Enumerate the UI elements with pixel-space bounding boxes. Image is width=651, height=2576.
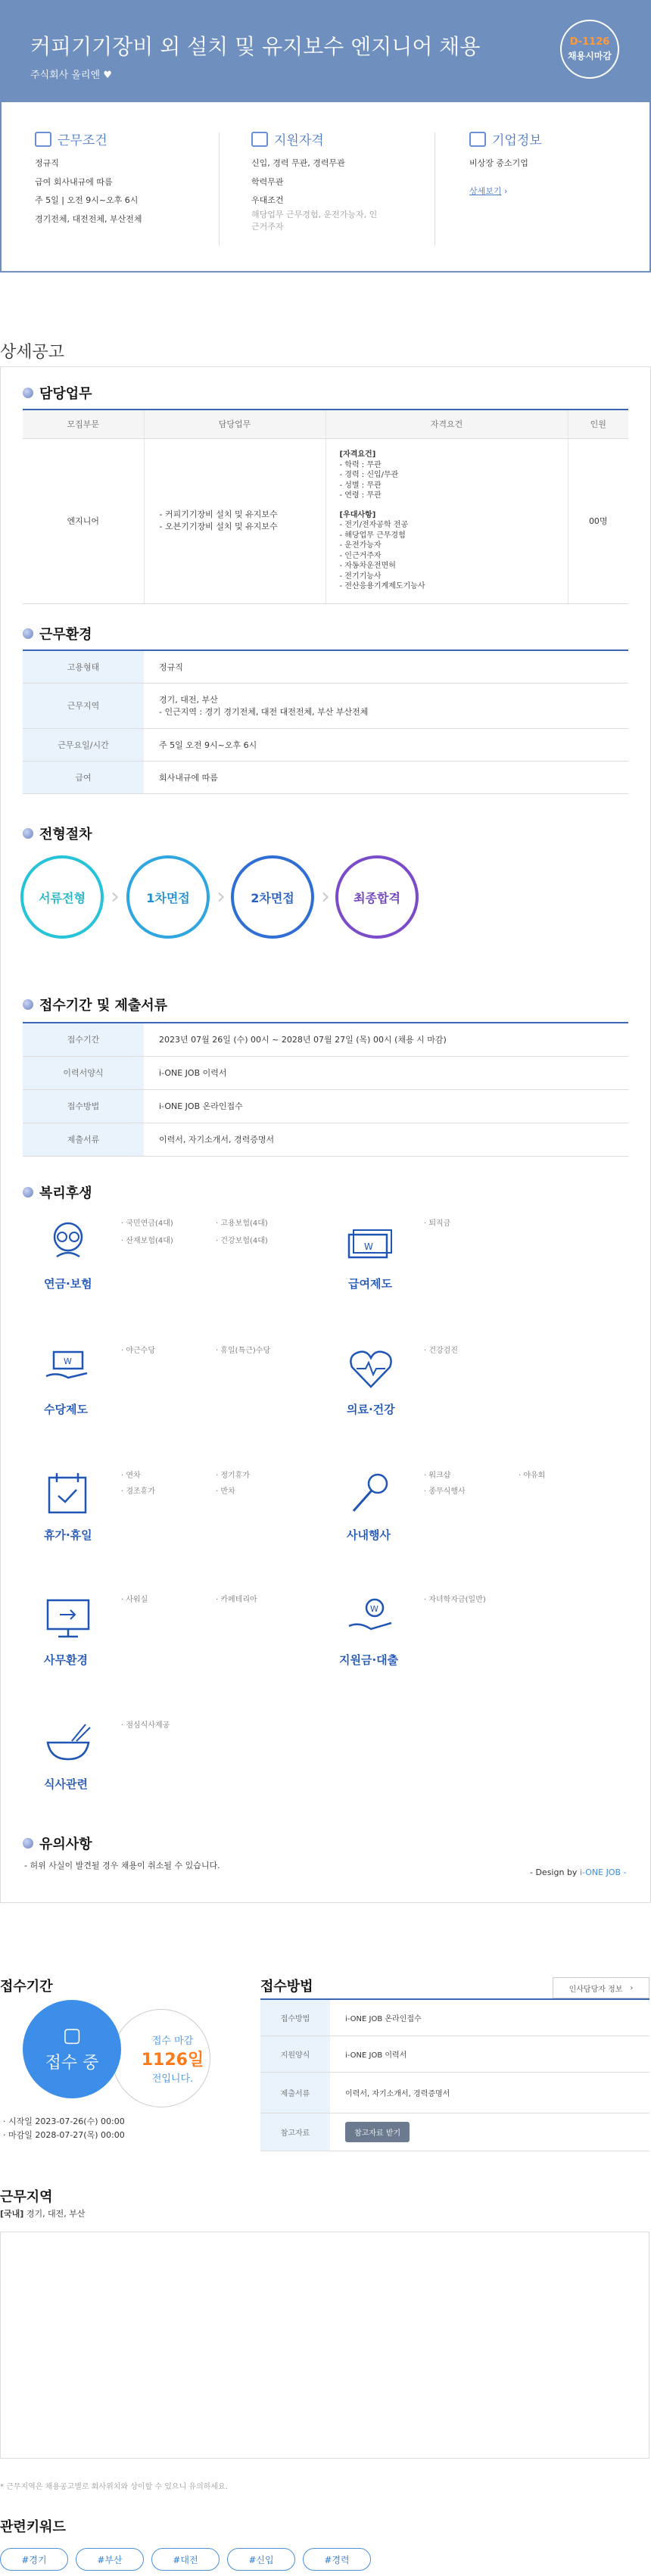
region-note: * 근무지역은 채용공고별로 회사위치와 상이할 수 있으니 유의하세요.	[0, 2483, 228, 2491]
row-label: 지원양식	[260, 2036, 330, 2072]
row-value: 회사내규에 따름	[144, 761, 628, 793]
money-icon	[344, 1223, 397, 1268]
company-info-column	[469, 129, 651, 204]
microphone-icon	[344, 1472, 397, 1517]
document-icon	[35, 132, 51, 147]
preference-text: 해당업무 근무경험, 운전가능자, 인근거주자	[251, 209, 378, 232]
table-header: 자격요건	[326, 410, 568, 438]
table-row	[260, 1999, 649, 2036]
welfare-name: 휴가·휴일	[44, 1528, 92, 1542]
req-item: - 경력 : 신입/무관	[339, 471, 399, 480]
hand-money-icon	[42, 1346, 95, 1391]
status-circle	[23, 2000, 121, 2098]
notice-text: - 허위 사실이 발견될 경우 채용이 취소될 수 있습니다.	[24, 1861, 220, 1870]
heart-icon	[344, 1346, 397, 1391]
row-label: 이력서양식	[23, 1056, 144, 1089]
apply-table	[23, 1022, 628, 1157]
company-detail-link[interactable]: 상세보기	[469, 185, 502, 196]
employment-type: 정규직	[35, 158, 59, 168]
welfare-tag: · 카페테리아	[216, 1596, 257, 1604]
row-label: 참고자료	[260, 2113, 330, 2151]
work-hours: 주 5일 | 오전 9시~오후 6시	[35, 195, 139, 205]
remain-label: 접수 마감	[151, 2035, 194, 2047]
remain-suffix: 전입니다.	[151, 2073, 194, 2085]
chevron-right-icon: ›	[216, 883, 226, 910]
preference-title: 우대조건	[251, 195, 284, 205]
bullet-icon	[23, 1187, 33, 1198]
row-label: 근무지역	[23, 683, 144, 728]
welfare-tag: · 산재보험(4대)	[121, 1237, 173, 1245]
dday-badge	[560, 20, 619, 79]
pref-item: - 자동차운전면허	[339, 562, 396, 571]
department-cell: 엔지니어	[23, 438, 144, 603]
chevron-right-icon: ›	[111, 883, 120, 910]
bullet-icon	[23, 628, 33, 639]
welfare-tag: · 연차	[121, 1472, 141, 1480]
duty-table	[23, 409, 628, 604]
apply-heading: 접수기간 및 제출서류	[23, 995, 167, 1014]
row-value: i-ONE JOB 이력서	[330, 2036, 649, 2072]
pref-item: - 운전가능자	[339, 541, 382, 550]
notice-heading: 유의사항	[23, 1833, 92, 1853]
row-value	[144, 683, 628, 728]
table-row	[260, 2072, 649, 2113]
method-table	[260, 1998, 649, 2151]
company-info-title: 기업정보	[492, 133, 542, 148]
row-label: 접수방법	[260, 1999, 330, 2036]
row-value: i-ONE JOB 온라인접수	[144, 1089, 628, 1123]
row-label: 제출서류	[260, 2072, 330, 2113]
process-heading: 전형절차	[23, 824, 92, 843]
deadline-label: 채용시마감	[568, 51, 612, 61]
pref-item: - 전기/전자공학 전공	[339, 521, 409, 530]
req-title: [자격요건]	[339, 450, 376, 459]
qualification-title: 지원자격	[274, 133, 324, 148]
pref-item: - 인근거주자	[339, 551, 382, 560]
contact-info-button[interactable]: 인사담당자 정보 ›	[553, 1977, 649, 1998]
welfare-tag: · 반차	[216, 1487, 235, 1496]
table-row	[23, 1056, 628, 1089]
row-value: i-ONE JOB 온라인접수	[330, 1999, 649, 2036]
table-row	[23, 650, 628, 683]
environment-table	[23, 649, 628, 794]
row-value	[330, 2113, 649, 2151]
welfare-tag: · 자녀학자금(일반)	[424, 1596, 486, 1604]
svg-text:W: W	[370, 1604, 378, 1614]
region-list: 경기, 대전, 부산	[159, 695, 218, 705]
welfare-name: 수당제도	[44, 1403, 88, 1416]
keyword-chip[interactable]: #경기	[0, 2548, 68, 2571]
monitor-icon	[42, 1596, 95, 1641]
job-summary	[0, 102, 651, 273]
table-header: 담당업무	[144, 410, 326, 438]
table-row	[23, 1089, 628, 1123]
table-row	[23, 683, 628, 728]
start-date: · 시작일 2023-07-26(수) 00:00	[3, 2117, 125, 2126]
welfare-heading: 복리후생	[23, 1182, 92, 1202]
qualification-column	[251, 129, 441, 234]
welfare-tag: · 야유회	[519, 1472, 546, 1480]
company-name[interactable]: 주식회사 올리엔 ♥	[30, 70, 112, 81]
chevron-right-icon: ›	[504, 185, 508, 196]
welfare-tag: · 휴일(특근)수당	[216, 1347, 271, 1355]
welfare-tag: · 워크샵	[424, 1472, 451, 1480]
process-step: 서류전형	[20, 855, 104, 939]
pref-item: - 전기기능사	[339, 572, 382, 581]
company-size: 비상장 중소기업	[469, 158, 528, 168]
row-label: 급여	[23, 761, 144, 793]
id-card-icon	[251, 132, 268, 147]
table-row	[260, 2036, 649, 2072]
welfare-tag: · 국민연금(4대)	[121, 1219, 173, 1228]
row-value: 이력서, 자기소개서, 경력증명서	[144, 1123, 628, 1156]
req-item: - 학력 : 무관	[339, 460, 382, 469]
welfare-name: 식사관련	[44, 1777, 88, 1791]
method-title: 접수방법	[260, 1979, 313, 1995]
welfare-name: 지원금·대출	[339, 1653, 399, 1667]
bullet-icon	[23, 1838, 33, 1849]
table-row	[23, 1023, 628, 1056]
row-value: 정규직	[144, 650, 628, 683]
welfare-tag: · 사워실	[121, 1596, 148, 1604]
svg-text:W: W	[64, 1357, 72, 1366]
req-item: - 성별 : 무관	[339, 481, 382, 490]
row-label: 고용형태	[23, 650, 144, 683]
bullet-icon	[23, 999, 33, 1010]
chevron-right-icon: ›	[321, 883, 330, 910]
map-area[interactable]	[0, 2232, 649, 2459]
keyword-chip[interactable]: #신입	[227, 2548, 295, 2571]
row-value: 2023년 07월 26일 (수) 00시 ~ 2028년 07월 27일 (목) 00시 (채용 시 마감)	[144, 1023, 628, 1056]
divider	[219, 132, 220, 246]
book-icon: ▢	[62, 2023, 82, 2047]
work-condition-column	[35, 129, 224, 232]
education-requirement: 학력무관	[251, 176, 284, 187]
table-row	[23, 438, 628, 603]
region-text: [국내] 경기, 대전, 부산	[0, 2209, 86, 2219]
table-row	[260, 2113, 649, 2151]
dday-count: D-1126	[569, 36, 610, 48]
calendar-icon	[42, 1472, 95, 1517]
task-item: - 커피기기장비 설치 및 유지보수	[159, 509, 278, 519]
period-title: 접수기간	[0, 1979, 53, 1995]
row-value: 주 5일 오전 9시~오후 6시	[144, 728, 628, 761]
pref-title: [우대사항]	[339, 510, 376, 519]
welfare-name: 사내행사	[347, 1528, 391, 1542]
welfare-tag: · 퇴직금	[424, 1219, 451, 1228]
work-location: 경기전체, 대전전체, 부산전체	[35, 213, 142, 224]
bowl-icon	[42, 1720, 95, 1765]
salary: 급여 회사내규에 따름	[35, 176, 113, 187]
row-value: i-ONE JOB 이력서	[144, 1056, 628, 1089]
job-title: 커피기기장비 외 설치 및 유지보수 엔지니어 채용	[30, 34, 481, 59]
table-row	[23, 728, 628, 761]
welfare-name: 연금·보험	[44, 1277, 92, 1291]
table-row	[23, 761, 628, 793]
process-step: 최종합격	[335, 855, 419, 939]
glasses-person-icon	[42, 1219, 95, 1264]
career-requirement: 신입, 경력 무관, 경력무관	[251, 158, 345, 168]
row-value: 이력서, 자기소개서, 경력증명서	[330, 2072, 649, 2113]
welfare-tag: · 건강검진	[424, 1347, 458, 1355]
status-text: 접수 중	[45, 2053, 99, 2073]
process-step: 2차면접	[231, 855, 314, 939]
download-attachment-button[interactable]: 참고자료 받기	[345, 2122, 410, 2142]
detail-section-title: 상세공고	[0, 343, 65, 362]
remain-days: 1126일	[141, 2050, 204, 2070]
region-detail: - 인근지역 : 경기 경기전체, 대전 대전전체, 부산 부산전체	[159, 707, 369, 717]
keyword-chip[interactable]: #경력	[303, 2548, 371, 2571]
bullet-icon	[23, 828, 33, 839]
welfare-tag: · 야근수당	[121, 1347, 155, 1355]
environment-heading: 근무환경	[23, 624, 92, 643]
table-header: 인원	[568, 410, 628, 438]
building-icon	[469, 132, 486, 147]
task-item: - 오븐기기장비 설치 및 유지보수	[159, 522, 278, 531]
headcount-cell: 00명	[568, 438, 628, 603]
welfare-name: 사무환경	[44, 1653, 88, 1667]
heart-icon[interactable]: ♥	[103, 70, 112, 81]
welfare-tag: · 종무식행사	[424, 1487, 466, 1496]
remain-circle	[112, 2009, 210, 2107]
design-credit: - Design by i-ONE JOB -	[530, 1867, 627, 1877]
keywords-title: 관련키워드	[0, 2519, 66, 2535]
region-title: 근무지역	[0, 2189, 53, 2205]
row-label: 접수방법	[23, 1089, 144, 1123]
duty-heading: 담당업무	[23, 383, 92, 403]
row-label: 제출서류	[23, 1123, 144, 1156]
welfare-tag: · 고용보험(4대)	[216, 1219, 268, 1228]
welfare-tag: · 경조휴가	[121, 1487, 155, 1496]
keyword-chip[interactable]: #부산	[76, 2548, 144, 2571]
welfare-tag: · 정기휴가	[216, 1472, 250, 1480]
welfare-tag: · 점심식사제공	[121, 1721, 170, 1730]
welfare-tag: · 건강보험(4대)	[216, 1237, 268, 1245]
process-step: 1차면접	[126, 855, 210, 939]
table-row	[23, 1123, 628, 1156]
pref-item: - 해당업무 근무경험	[339, 531, 406, 540]
keyword-chip[interactable]: #대전	[151, 2548, 220, 2571]
requirements-cell	[326, 438, 568, 603]
chevron-right-icon: ›	[630, 1983, 634, 1992]
row-label: 근무요일/시간	[23, 728, 144, 761]
coin-hand-icon	[344, 1596, 397, 1641]
row-label: 접수기간	[23, 1023, 144, 1056]
req-item: - 연령 : 무관	[339, 491, 382, 500]
svg-text:W: W	[364, 1241, 373, 1252]
tasks-cell	[144, 438, 326, 603]
welfare-name: 의료·건강	[347, 1403, 395, 1416]
end-date: · 마감일 2028-07-27(목) 00:00	[3, 2130, 125, 2140]
table-header: 모집부문	[23, 410, 144, 438]
work-condition-title: 근무조건	[58, 133, 107, 148]
pref-item: - 전산응용기계제도기능사	[339, 582, 425, 591]
welfare-name: 급여제도	[348, 1277, 392, 1291]
bullet-icon	[23, 388, 33, 398]
